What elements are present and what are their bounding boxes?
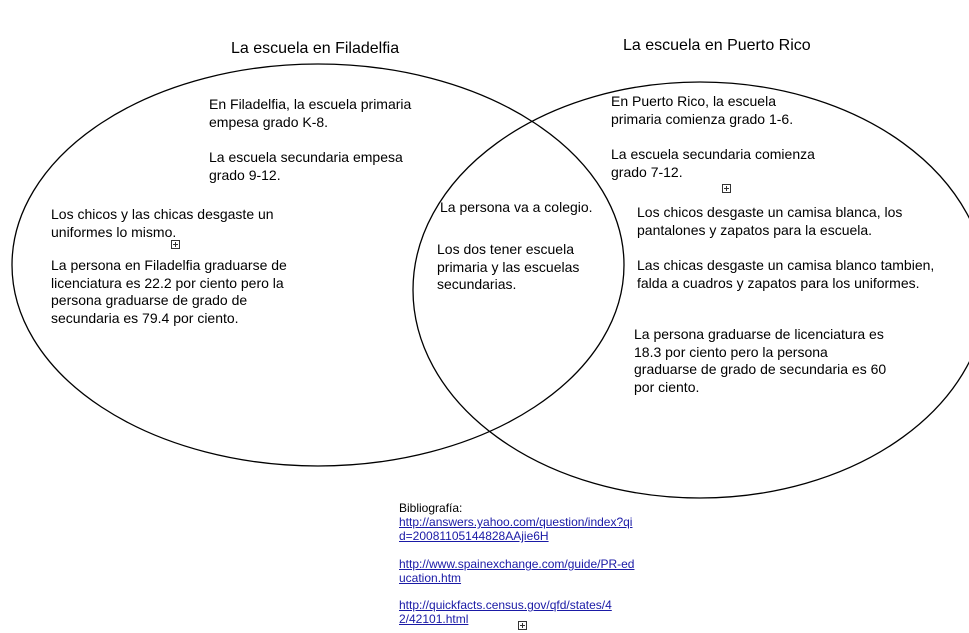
right-primary-text: En Puerto Rico, la escuela primaria comienza grado 1-6. (611, 93, 794, 127)
right-circle-title: La escuela en Puerto Rico (623, 37, 811, 54)
left-uniforms-text: Los chicos y las chicas desgaste un uniformes lo mismo. (51, 206, 274, 240)
left-primary-text: En Filadelfia, la escuela primaria empesa grado K-8. (209, 96, 412, 130)
bibliography-link[interactable]: http://www.spainexchange.com/guide/PR-education.htm (399, 557, 635, 585)
overlap-college-text: La persona va a colegio. (440, 199, 593, 215)
left-circle-title: La escuela en Filadelfia (231, 40, 400, 57)
overlap-schools-text: Los dos tener escuela primaria y las escuelas secundarias. (437, 241, 580, 292)
left-graduation-text: La persona en Filadelfia graduarse de licenciatura es 22.2 por ciento pero la persona graduarse de grado de secundaria es 79.4 por ciento. (51, 257, 287, 326)
expand-icon[interactable] (518, 621, 527, 630)
right-boys-uniform-text: Los chicos desgaste un camisa blanca, los pantalones y zapatos para la escuela. (637, 204, 903, 238)
expand-icon[interactable] (722, 184, 731, 193)
right-secondary-text: La escuela secundaria comienza grado 7-12. (611, 146, 815, 180)
right-graduation-text: La persona graduarse de licenciatura es 18.3 por ciento pero la persona graduarse de grado de secundaria es 60 por ciento. (634, 326, 887, 395)
left-secondary-text: La escuela secundaria empesa grado 9-12. (209, 149, 403, 183)
bibliography-heading: Bibliografía: (399, 501, 463, 515)
right-girls-uniform-text: Las chicas desgaste un camisa blanco tambien, falda a cuadros y zapatos para los uniformes. (637, 257, 935, 291)
bibliography-link[interactable]: http://quickfacts.census.gov/qfd/states/42/42101.html (399, 598, 612, 626)
expand-icon[interactable] (171, 240, 180, 249)
bibliography-link[interactable]: http://answers.yahoo.com/question/index?qid=20081105144828AAjie6H (399, 515, 633, 543)
